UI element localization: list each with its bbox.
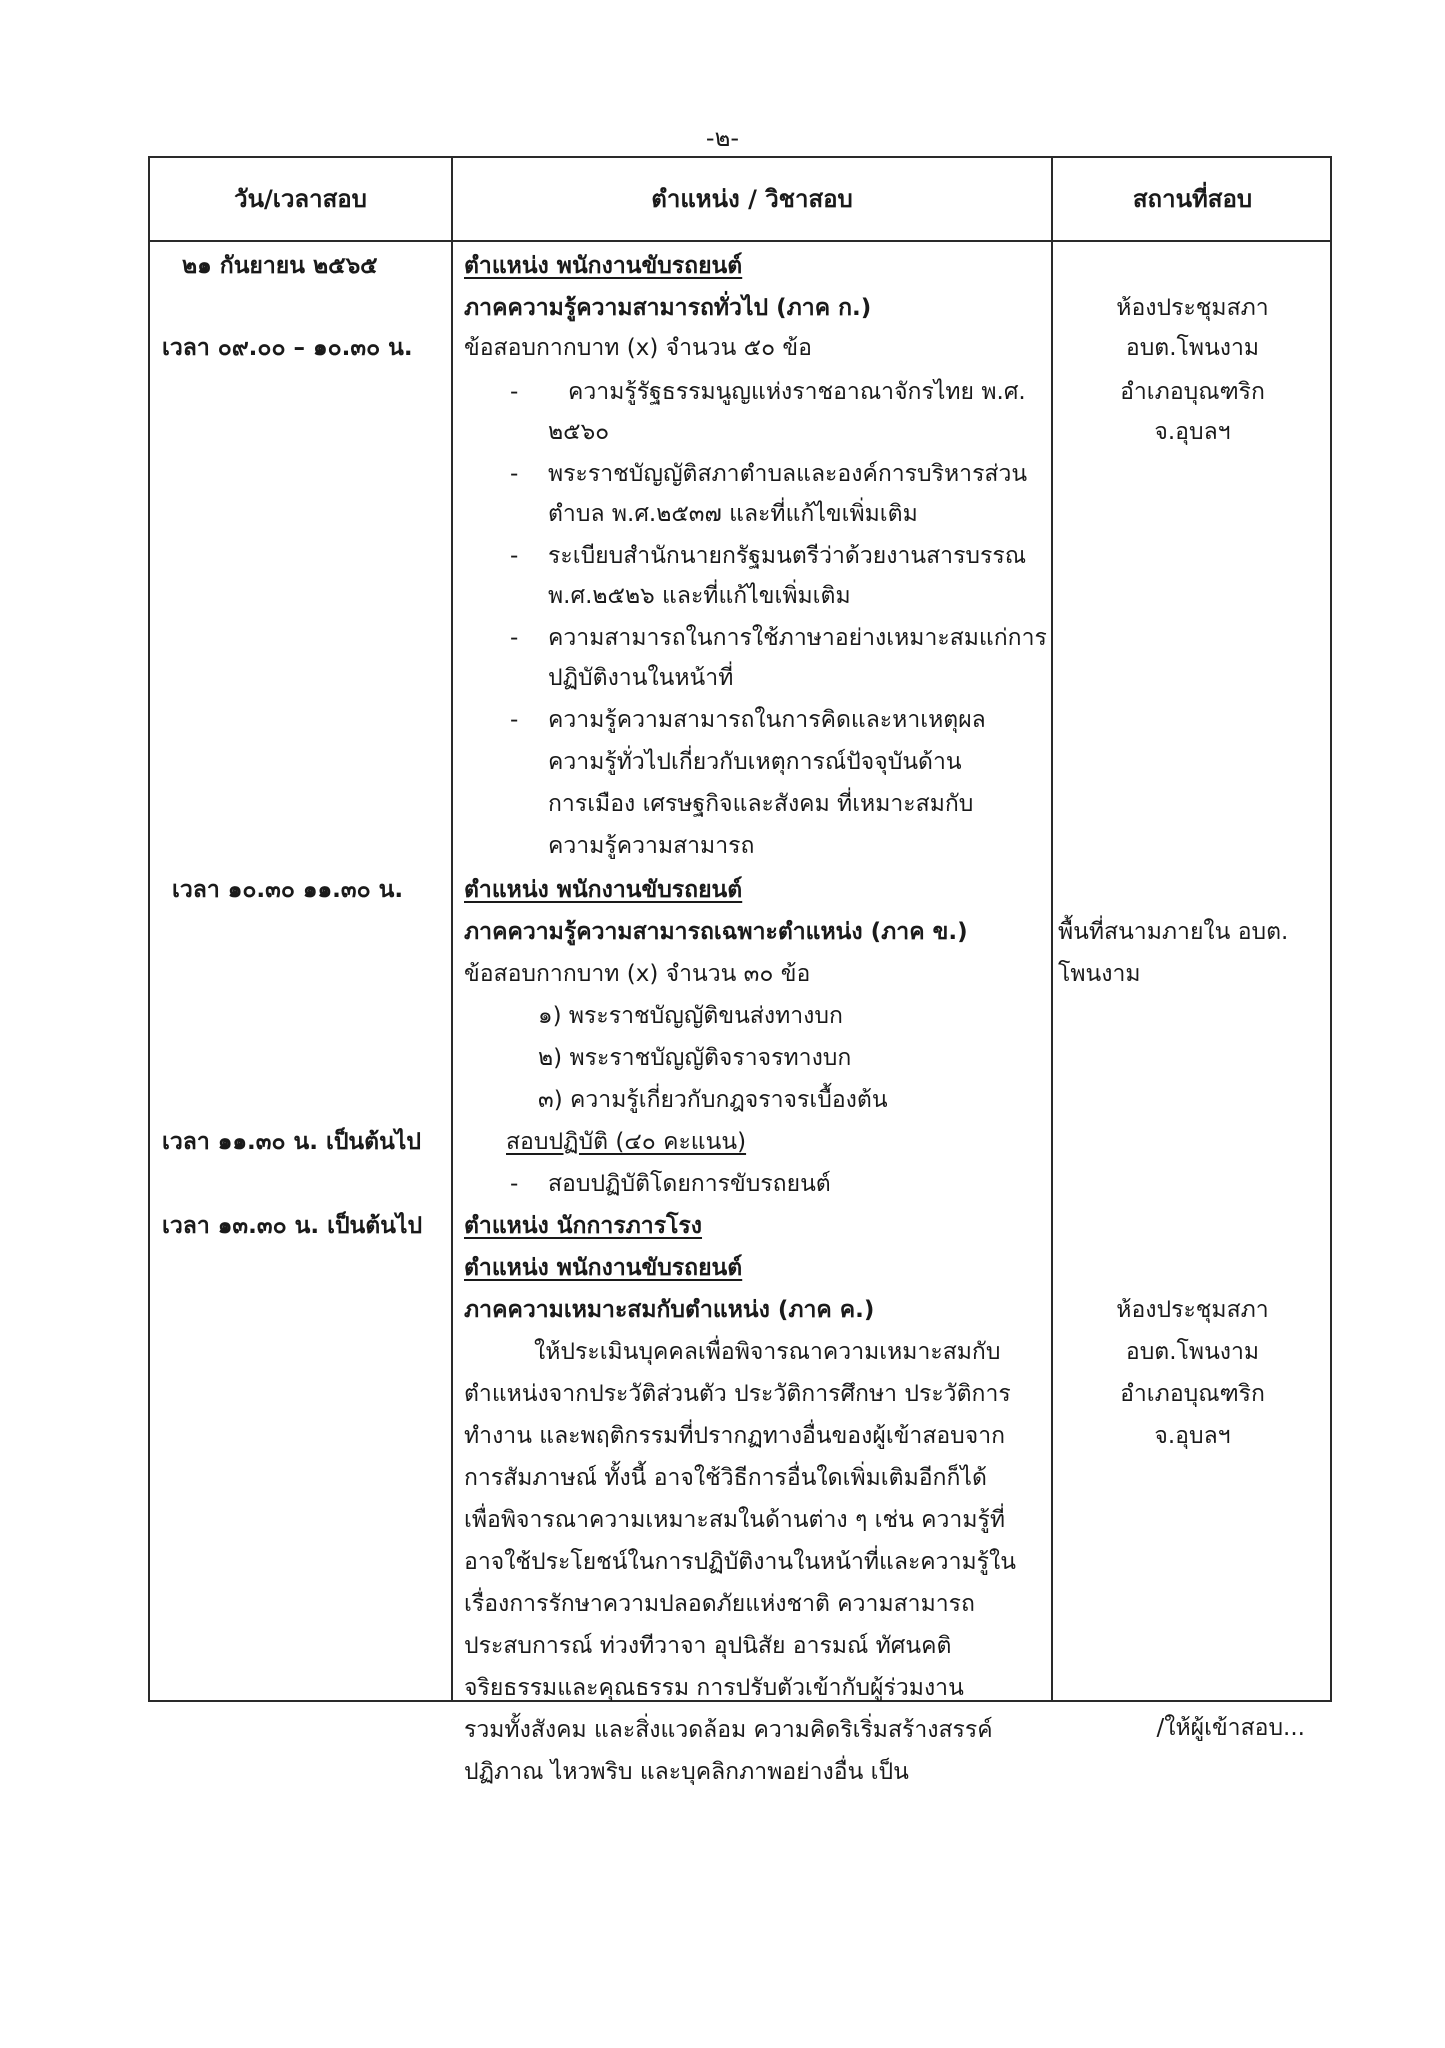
bullet-dash: -	[510, 379, 519, 405]
section3-venue-line-2: อบต.โพนงาม	[1125, 1339, 1260, 1365]
section1-item-5-line-3: การเมือง เศรษฐกิจและสังคม ที่เหมาะสมกับ	[548, 791, 974, 817]
section1-part: ภาคความรู้ความสามารถทั่วไป (ภาค ก.)	[464, 295, 872, 321]
section1-venue-line-3: อำเภอบุณฑริก	[1120, 379, 1265, 405]
exam-time-3: เวลา ๑๑.๓๐ น. เป็นต้นไป	[162, 1129, 421, 1155]
bullet-dash: -	[510, 707, 519, 733]
section2-venue-line-1: พื้นที่สนามภายใน อบต.	[1058, 919, 1289, 945]
section3-paragraph-line: จริยธรรมและคุณธรรม การปรับตัวเข้ากับผู้ร่วมงาน	[464, 1675, 964, 1701]
section1-venue-line-4: จ.อุบลฯ	[1154, 419, 1231, 445]
section2-exam: ข้อสอบกากบาท (x) จำนวน ๓๐ ข้อ	[464, 961, 811, 987]
section3-paragraph-line: ทำงาน และพฤติกรรมที่ปรากฏทางอื่นของผู้เข้าสอบจาก	[464, 1423, 1006, 1449]
section1-item-2-line-2: ตำบล พ.ศ.๒๕๓๗ และที่แก้ไขเพิ่มเติม	[548, 501, 918, 527]
section3-paragraph-line: รวมทั้งสังคม และสิ่งแวดล้อม ความคิดริเริ่มสร้างสรรค์	[464, 1717, 993, 1743]
section2-practical-item: สอบปฏิบัติโดยการขับรถยนต์	[548, 1171, 831, 1197]
section3-paragraph-line: ประสบการณ์ ท่วงทีวาจา อุปนิสัย อารมณ์ ทัศนคติ	[464, 1633, 952, 1659]
section1-exam: ข้อสอบกากบาท (x) จำนวน ๕๐ ข้อ	[464, 335, 812, 361]
section3-paragraph-line: เพื่อพิจารณาความเหมาะสมในด้านต่าง ๆ เช่น ความรู้ที่	[464, 1507, 1006, 1533]
section3-paragraph-line: การสัมภาษณ์ ทั้งนี้ อาจใช้วิธีการอื่นใดเพิ่มเติมอีกก็ได้	[464, 1465, 987, 1491]
bullet-dash: -	[510, 625, 519, 651]
section3-paragraph-line: อาจใช้ประโยชน์ในการปฏิบัติงานในหน้าที่และความรู้ใน	[464, 1549, 1016, 1575]
exam-time-4: เวลา ๑๓.๓๐ น. เป็นต้นไป	[162, 1213, 423, 1239]
section2-venue-line-2: โพนงาม	[1058, 961, 1141, 987]
continuation-note: /ให้ผู้เข้าสอบ...	[1156, 1715, 1305, 1741]
section3-part: ภาคความเหมาะสมกับตำแหน่ง (ภาค ค.)	[464, 1297, 875, 1323]
section1-venue-line-1: ห้องประชุมสภา	[1116, 295, 1269, 321]
exam-time-1: เวลา ๐๙.๐๐ – ๑๐.๓๐ น.	[162, 335, 413, 361]
header-date-time: วัน/เวลาสอบ	[234, 185, 367, 213]
section2-item-3: ๓) ความรู้เกี่ยวกับกฎจราจรเบื้องต้น	[538, 1087, 888, 1113]
exam-date: ๒๑ กันยายน ๒๕๖๕	[182, 253, 378, 279]
page-number: -๒-	[705, 124, 740, 152]
section1-item-5-line-2: ความรู้ทั่วไปเกี่ยวกับเหตุการณ์ปัจจุบันด้าน	[548, 749, 962, 775]
section1-item-1-line-1: ความรู้รัฐธรรมนูญแห่งราชอาณาจักรไทย พ.ศ.	[568, 379, 1026, 405]
section1-item-4-line-2: ปฏิบัติงานในหน้าที่	[548, 665, 734, 691]
section1-item-5-line-4: ความรู้ความสามารถ	[548, 833, 755, 859]
section1-item-2-line-1: พระราชบัญญัติสภาตำบลและองค์การบริหารส่วน	[548, 461, 1028, 487]
section3-venue-line-1: ห้องประชุมสภา	[1116, 1297, 1269, 1323]
section2-practical: สอบปฏิบัติ (๔๐ คะแนน)	[506, 1129, 747, 1155]
section3-paragraph-line: ปฏิภาณ ไหวพริบ และบุคลิกภาพอย่างอื่น เป็น	[464, 1759, 909, 1785]
section3-paragraph-line: ตำแหน่งจากประวัติส่วนตัว ประวัติการศึกษา ประวัติการ	[464, 1381, 1011, 1407]
section1-position: ตำแหน่ง พนักงานขับรถยนต์	[464, 253, 743, 279]
section1-venue-line-2: อบต.โพนงาม	[1125, 335, 1260, 361]
bullet-dash: -	[510, 1171, 519, 1197]
section3-venue-line-3: อำเภอบุณฑริก	[1120, 1381, 1265, 1407]
header-venue: สถานที่สอบ	[1132, 185, 1253, 213]
section3-position-1: ตำแหน่ง นักการภารโรง	[464, 1213, 703, 1239]
section1-item-5-line-1: ความรู้ความสามารถในการคิดและหาเหตุผล	[548, 707, 986, 733]
section1-item-3-line-2: พ.ศ.๒๕๒๖ และที่แก้ไขเพิ่มเติม	[548, 583, 851, 609]
column-divider	[451, 158, 453, 1700]
exam-time-2: เวลา ๑๐.๓๐ ๑๑.๓๐ น.	[172, 877, 404, 903]
section3-venue-line-4: จ.อุบลฯ	[1154, 1423, 1231, 1449]
section1-item-3-line-1: ระเบียบสำนักนายกรัฐมนตรีว่าด้วยงานสารบรรณ	[548, 543, 1027, 569]
section2-position: ตำแหน่ง พนักงานขับรถยนต์	[464, 877, 743, 903]
section3-paragraph-line: ให้ประเมินบุคคลเพื่อพิจารณาความเหมาะสมกับ	[534, 1339, 1001, 1365]
section2-item-1: ๑) พระราชบัญญัติขนส่งทางบก	[538, 1003, 843, 1029]
bullet-dash: -	[510, 461, 519, 487]
header-divider	[150, 240, 1330, 242]
section1-item-1-line-2: ๒๕๖๐	[548, 419, 610, 445]
header-position-subject: ตำแหน่ง / วิชาสอบ	[651, 185, 853, 213]
section2-item-2: ๒) พระราชบัญญัติจราจรทางบก	[538, 1045, 852, 1071]
bullet-dash: -	[510, 543, 519, 569]
section1-item-4-line-1: ความสามารถในการใช้ภาษาอย่างเหมาะสมแก่การ	[548, 625, 1047, 651]
section3-position-2: ตำแหน่ง พนักงานขับรถยนต์	[464, 1255, 743, 1281]
section3-paragraph-line: เรื่องการรักษาความปลอดภัยแห่งชาติ ความสามารถ	[464, 1591, 975, 1617]
section2-part: ภาคความรู้ความสามารถเฉพาะตำแหน่ง (ภาค ข.)	[464, 919, 968, 945]
